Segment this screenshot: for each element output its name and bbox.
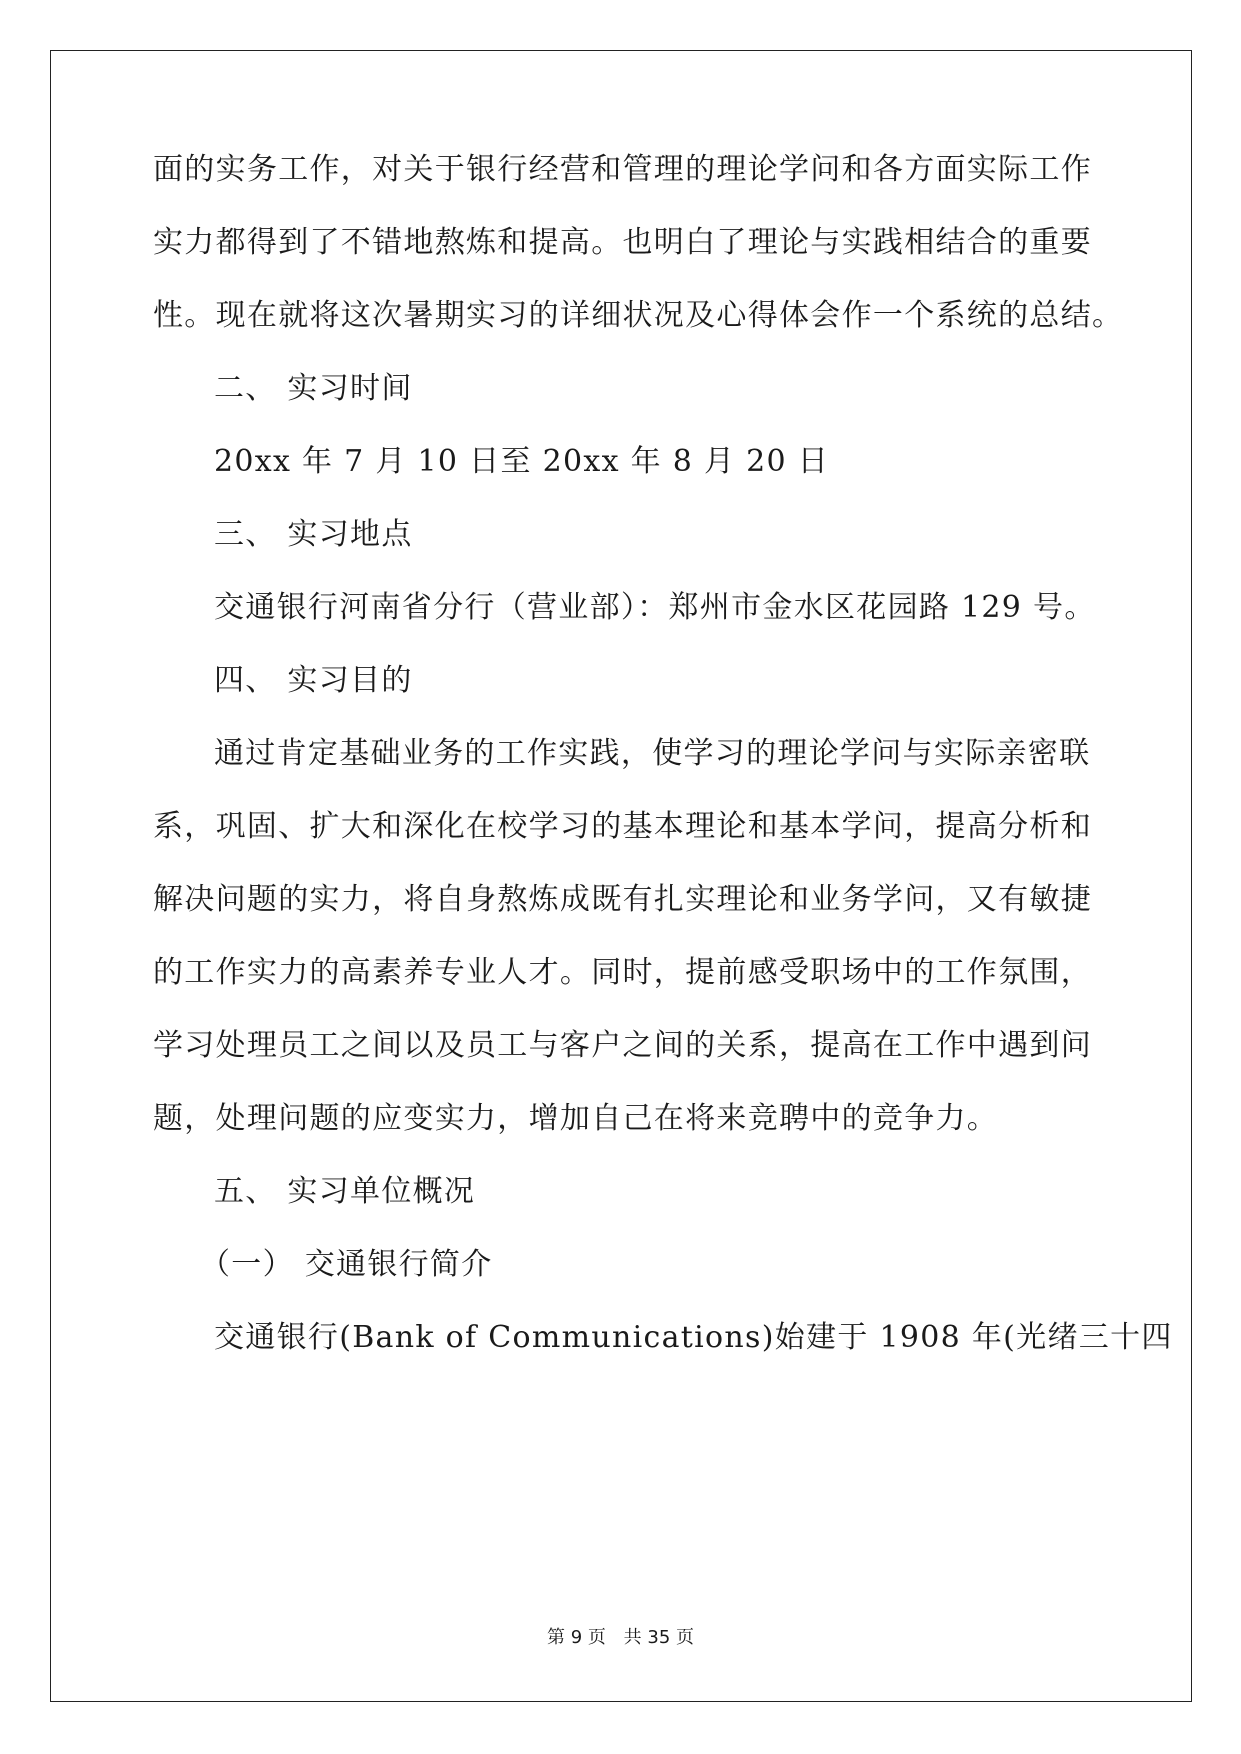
section-heading-time: 二、 实习时间 — [214, 371, 413, 406]
body-text-line: 解决问题的实力，将自身熬炼成既有扎实理论和业务学问，又有敏捷 — [153, 882, 1092, 917]
body-text-line: 题，处理问题的应变实力，增加自己在将来竞聘中的竞争力。 — [153, 1101, 999, 1136]
body-text-line: 通过肯定基础业务的工作实践，使学习的理论学问与实际亲密联 — [214, 736, 1091, 771]
body-text-line: 的工作实力的高素养专业人才。同时，提前感受职场中的工作氛围， — [153, 955, 1092, 990]
section-heading-unit-overview: 五、 实习单位概况 — [214, 1174, 476, 1209]
body-text-line: 性。现在就将这次暑期实习的详细状况及心得体会作一个系统的总结。 — [153, 298, 1124, 333]
body-text-line: 学习处理员工之间以及员工与客户之间的关系，提高在工作中遇到问 — [153, 1028, 1092, 1063]
body-text-line: 系，巩固、扩大和深化在校学习的基本理论和基本学问，提高分析和 — [153, 809, 1092, 844]
current-page-number: 第 9 页 — [547, 1627, 606, 1648]
internship-location: 交通银行河南省分行（营业部）：郑州市金水区花园路 129 号。 — [214, 590, 1096, 625]
internship-date-range: 20xx 年 7 月 10 日至 20xx 年 8 月 20 日 — [214, 444, 830, 479]
body-text-line: 实力都得到了不错地熬炼和提高。也明白了理论与实践相结合的重要 — [153, 225, 1092, 260]
section-heading-purpose: 四、 实习目的 — [214, 663, 413, 698]
body-text-line: 面的实务工作，对关于银行经营和管理的理论学问和各方面实际工作 — [153, 152, 1092, 187]
body-text-line: 交通银行(Bank of Communications)始建于 1908 年(光绪三十四 — [214, 1320, 1173, 1355]
page-footer — [0, 1627, 1241, 1649]
total-page-count: 共 35 页 — [623, 1627, 694, 1648]
subsection-heading-bank-intro: （一） 交通银行简介 — [200, 1247, 493, 1282]
section-heading-location: 三、 实习地点 — [214, 517, 413, 552]
